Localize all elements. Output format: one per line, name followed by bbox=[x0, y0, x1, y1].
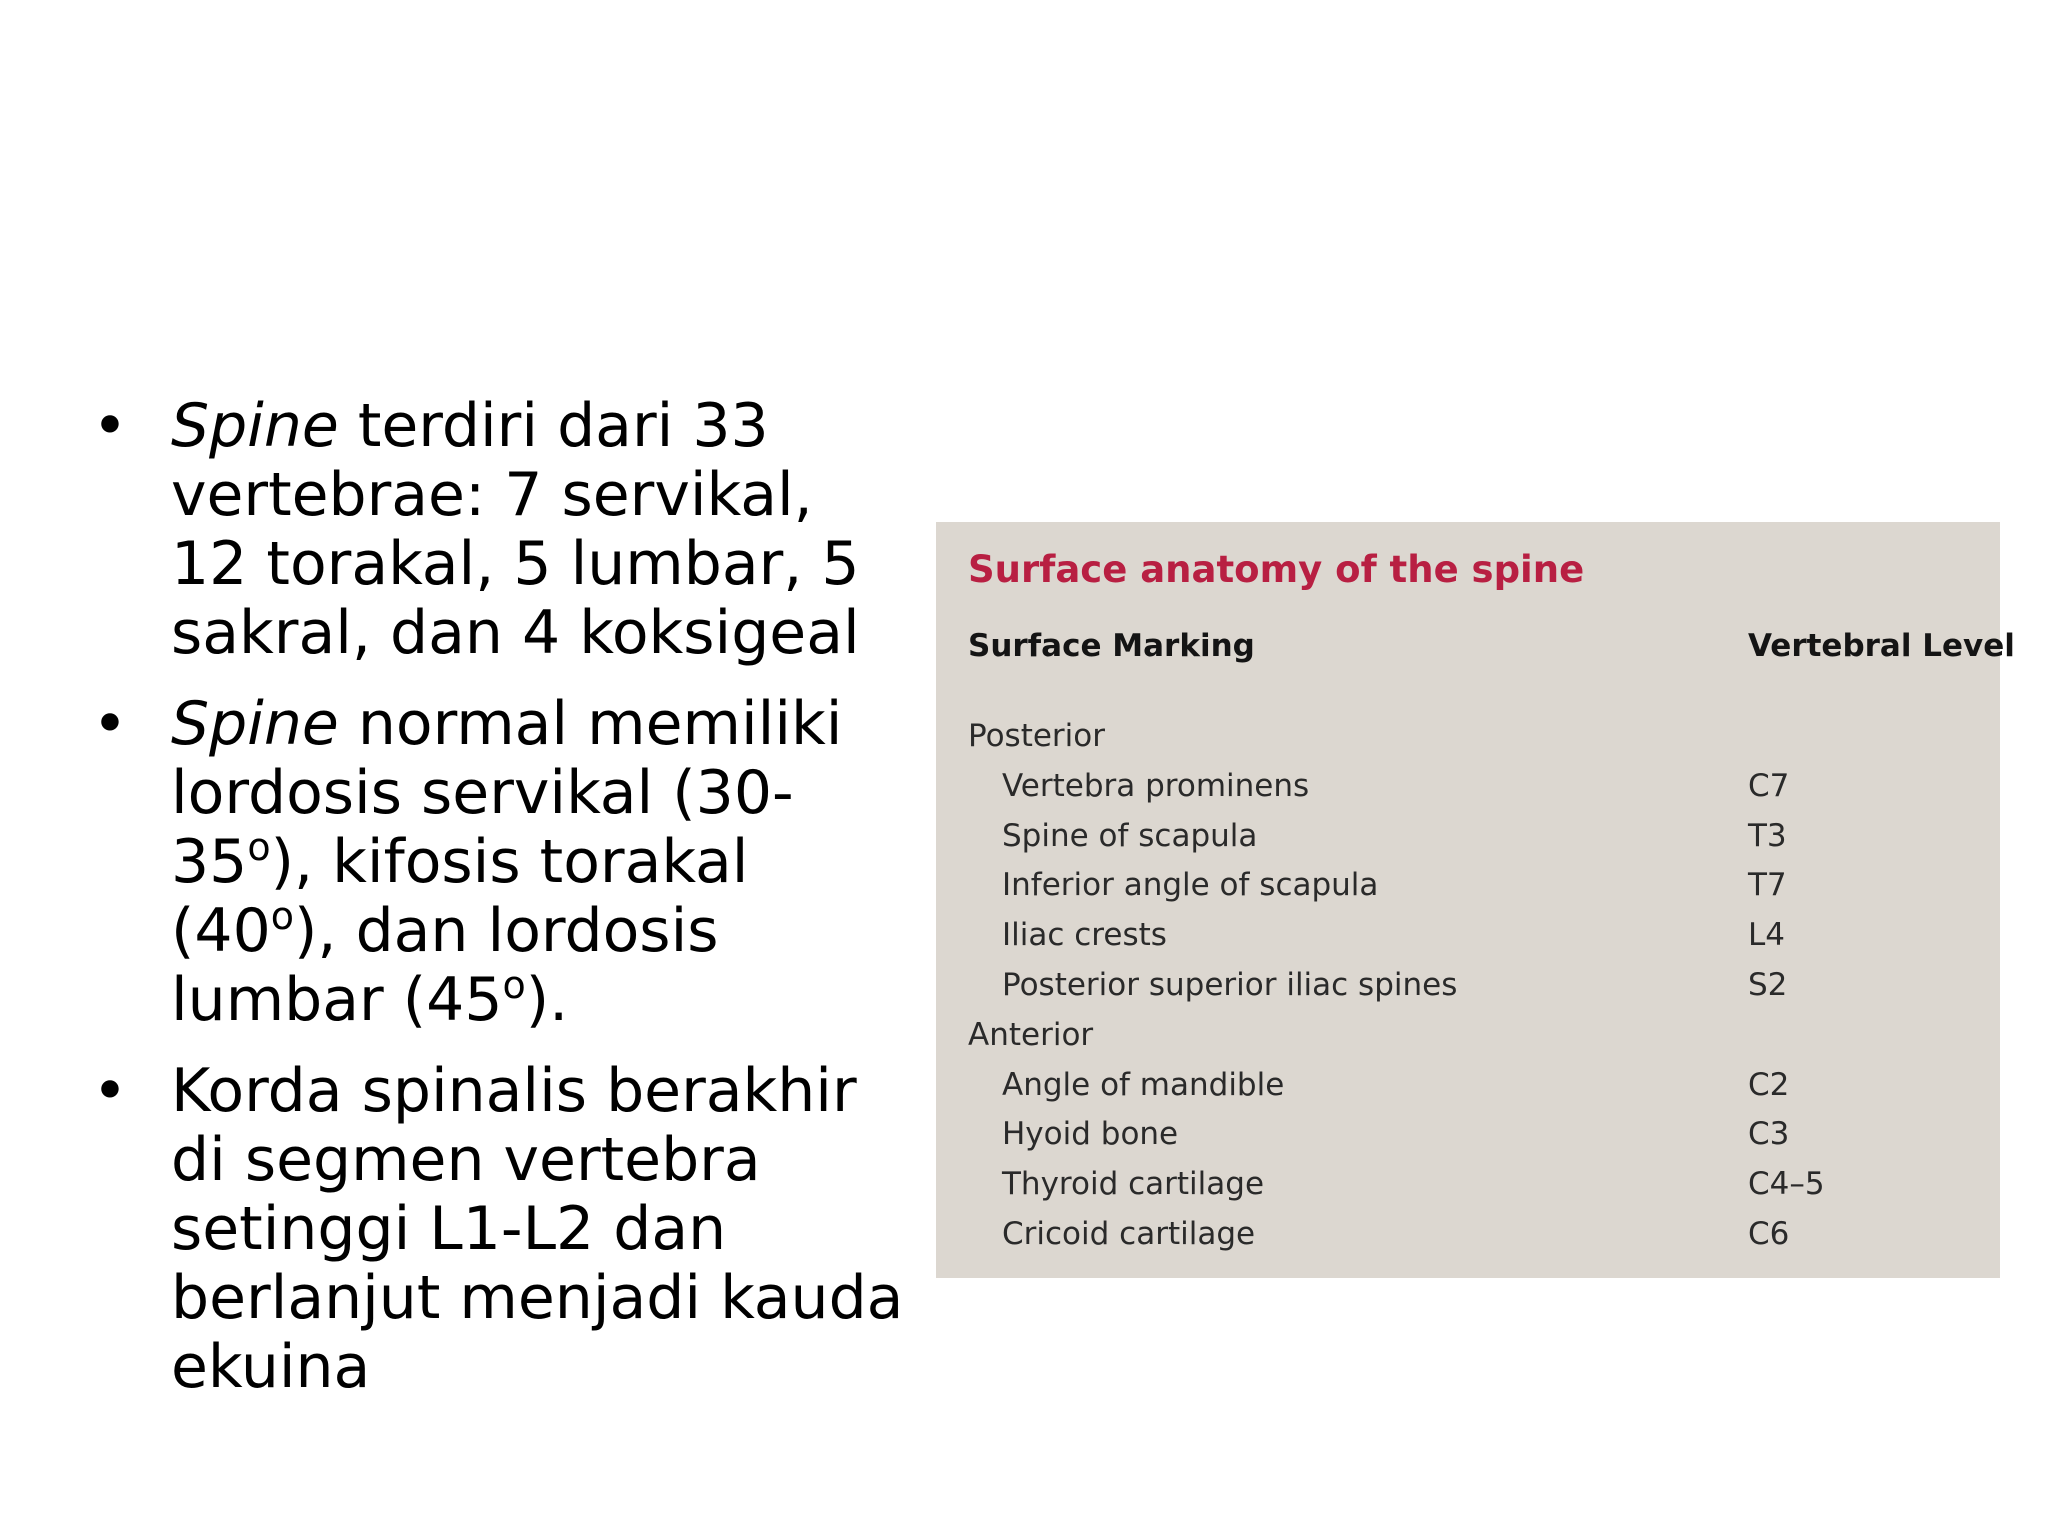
table-row bbox=[968, 861, 1978, 911]
bullet-dot: • bbox=[92, 391, 128, 461]
vertebral-level-cell: C2 bbox=[1748, 1066, 1790, 1103]
degree-superscript: o bbox=[247, 825, 271, 869]
vertebral-level-cell: T7 bbox=[1748, 867, 1787, 904]
table-row bbox=[968, 1160, 1978, 1210]
bullet-text: normal memiliki lordosis servikal (30-35 bbox=[171, 689, 843, 897]
bullet-dot: • bbox=[92, 1056, 128, 1126]
vertebral-level-cell: C6 bbox=[1748, 1215, 1790, 1252]
group-label: Posterior bbox=[968, 718, 1106, 754]
bullet-italic-term: Spine bbox=[171, 391, 339, 461]
bullet-text: ), dan lordosis lumbar (45 bbox=[171, 896, 719, 1035]
surface-marking-cell: Hyoid bone bbox=[1002, 1116, 1179, 1153]
bullet-list bbox=[88, 392, 908, 1424]
vertebral-level-cell: L4 bbox=[1748, 917, 1785, 954]
degree-superscript: o bbox=[270, 894, 295, 938]
surface-marking-cell: Posterior superior iliac spines bbox=[1002, 966, 1458, 1003]
surface-marking-cell: Cricoid cartilage bbox=[1002, 1215, 1256, 1252]
surface-marking-cell: Iliac crests bbox=[1002, 917, 1167, 954]
surface-marking-cell: Angle of mandible bbox=[1002, 1066, 1285, 1103]
bullet-text: terdiri dari 33 vertebrae: 7 servikal, 12 torakal, 5 lumbar, 5 sakral, dan 4 koksigeal bbox=[171, 391, 860, 668]
table-row bbox=[968, 1061, 1978, 1111]
table-group-row bbox=[968, 712, 1978, 762]
table-group-row bbox=[968, 1011, 1978, 1061]
vertebral-level-cell: S2 bbox=[1748, 966, 1788, 1003]
table-row bbox=[968, 762, 1978, 812]
bullet-text: ). bbox=[525, 965, 569, 1035]
vertebral-level-cell: T3 bbox=[1748, 817, 1787, 854]
bullet-italic-term: Spine bbox=[171, 689, 339, 759]
column-header-vertebral-level: Vertebral Level bbox=[1748, 628, 2015, 664]
bullet-text: ), kifosis torakal (40 bbox=[171, 827, 749, 966]
vertebral-level-cell: C7 bbox=[1748, 767, 1790, 804]
bullet-item bbox=[88, 1057, 908, 1402]
bullet-dot: • bbox=[92, 689, 128, 759]
table-row bbox=[968, 1210, 1978, 1260]
surface-anatomy-table bbox=[936, 522, 2015, 1278]
bullet-text: Korda spinalis berakhir di segmen vertebra setinggi L1-L2 dan berlanjut menjadi kauda ekuina bbox=[171, 1056, 904, 1402]
surface-marking-cell: Inferior angle of scapula bbox=[1002, 867, 1379, 904]
table-title: Surface anatomy of the spine bbox=[968, 548, 1585, 591]
column-header-surface-marking: Surface Marking bbox=[968, 628, 1255, 664]
table-row bbox=[968, 961, 1978, 1011]
table-row bbox=[968, 911, 1978, 961]
bullet-item bbox=[88, 392, 908, 668]
group-label: Anterior bbox=[968, 1016, 1094, 1053]
surface-marking-cell: Thyroid cartilage bbox=[1002, 1166, 1265, 1203]
surface-marking-cell: Spine of scapula bbox=[1002, 817, 1258, 854]
vertebral-level-cell: C3 bbox=[1748, 1116, 1790, 1153]
vertebral-level-cell: C4–5 bbox=[1748, 1166, 1825, 1203]
table-row bbox=[968, 812, 1978, 862]
surface-marking-cell: Vertebra prominens bbox=[1002, 767, 1310, 804]
bullet-item bbox=[88, 690, 908, 1035]
degree-superscript: o bbox=[502, 963, 526, 1007]
table-row bbox=[968, 1110, 1978, 1160]
table-body bbox=[968, 712, 1978, 1260]
